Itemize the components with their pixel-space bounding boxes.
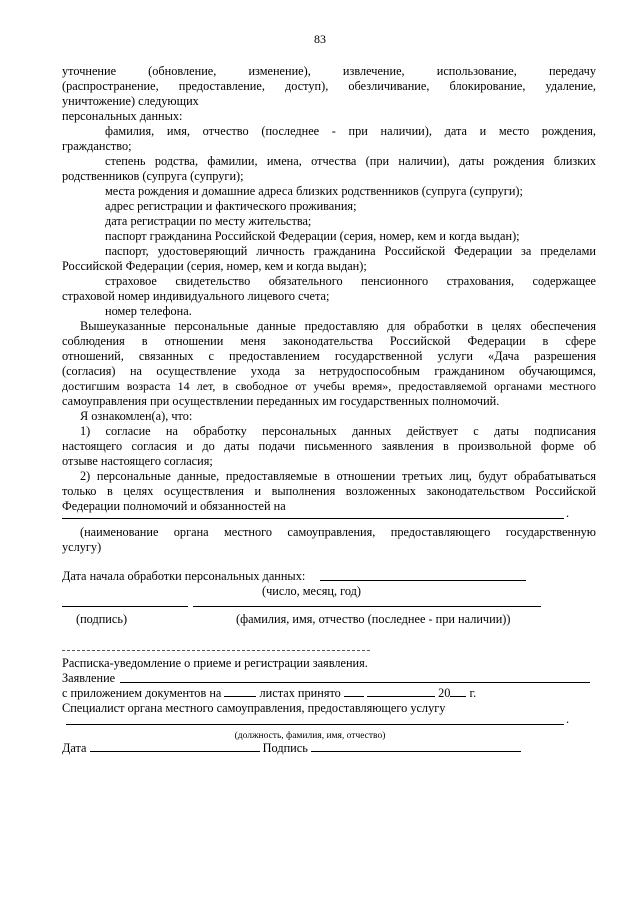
attachments-year: 20 <box>438 686 451 700</box>
text-line: уточнение (обновление, изменение), извлечение, использование, передачу <box>62 64 596 78</box>
text-line: персональных данных: <box>62 109 183 123</box>
text-line: уничтожение) следующих <box>62 94 199 108</box>
signature-bottom-field[interactable] <box>311 741 521 752</box>
fio-field[interactable] <box>193 606 541 607</box>
text-line: дата регистрации по месту жительства; <box>105 214 312 228</box>
specialist-field[interactable] <box>66 724 564 725</box>
text-line: степень родства, фамилии, имена, отчества (при наличии), даты рождения близких <box>105 154 596 168</box>
text-line: паспорт, удостоверяющий личность гражданина Российской Федерации за пределами <box>105 244 596 258</box>
text-line: Российской Федерации (серия, номер, кем и когда выдан); <box>62 259 367 273</box>
authority-caption: (наименование органа местного самоуправления, предоставляющего государственную <box>80 525 596 539</box>
text-line: страховой номер индивидуального лицевого счета; <box>62 289 330 303</box>
signature-field[interactable] <box>62 606 188 607</box>
specialist-label: Специалист органа местного самоуправления, предоставляющего услугу <box>62 701 446 715</box>
authority-name-line[interactable] <box>62 518 564 519</box>
application-label: Заявление <box>62 671 116 685</box>
date-field[interactable] <box>90 741 260 752</box>
text-line: Я ознакомлен(а), что: <box>80 409 193 423</box>
position-caption: (должность, фамилия, имя, отчество) <box>234 731 386 741</box>
text-line: номер телефона. <box>105 304 192 318</box>
text-line: отзыве настоящего согласия; <box>62 454 213 468</box>
attachments-prefix: с приложением документов на <box>62 686 222 700</box>
application-field[interactable] <box>120 682 590 683</box>
authority-caption-2: услугу) <box>62 540 102 554</box>
month-field[interactable] <box>367 686 435 697</box>
attachments-suffix: г. <box>469 686 477 700</box>
text-line: фамилия, имя, отчество (последнее - при наличии), дата и место рождения, <box>105 124 596 138</box>
text-line: достигшим возраста 14 лет, в свободное от учебы время», предоставляемой органами местного <box>62 379 596 393</box>
text-line: Вышеуказанные персональные данные предоставляю для обработки в целях обеспечения <box>80 319 596 333</box>
text-line: отношений, связанных с предоставлением государственной услуги «Дача разрешения <box>62 349 596 363</box>
signature-caption: (подпись) <box>76 612 128 626</box>
text-line: 1) согласие на обработку персональных данных действует с даты подписания <box>80 424 596 438</box>
page-number: 83 <box>314 32 326 46</box>
fio-caption: (фамилия, имя, отчество (последнее - при наличии)) <box>236 612 511 626</box>
text-line: только в целях осуществления и выполнения возложенных законодательством Российской <box>62 484 596 498</box>
text-line: места рождения и домашние адреса близких родственников (супруга (супруги); <box>105 184 523 198</box>
text-line: 2) персональные данные, предоставляемые в отношении третьих лиц, будут обрабатываться <box>80 469 596 483</box>
text-line: гражданство; <box>62 139 132 153</box>
text-line: настоящего согласия и до даты подачи письменного заявления в произвольной форме об <box>62 439 596 453</box>
signature-label: Подпись <box>262 741 308 755</box>
text-line: паспорт гражданина Российской Федерации (серия, номер, кем и когда выдан); <box>105 229 520 243</box>
pages-count-field[interactable] <box>224 686 256 697</box>
text-line: родственников (супруга (супруги); <box>62 169 244 183</box>
receipt-title: Расписка-уведомление о приеме и регистрации заявления. <box>62 656 368 670</box>
date-signature-line <box>62 741 596 755</box>
text-line: адрес регистрации и фактического проживания; <box>105 199 357 213</box>
text-line: страховое свидетельство обязательного пенсионного страхования, содержащее <box>105 274 596 288</box>
year-field[interactable] <box>450 686 466 697</box>
day-field[interactable] <box>344 686 364 697</box>
cut-line <box>62 650 370 651</box>
date-label: Дата <box>62 741 87 755</box>
line-end-dot-2: . <box>566 712 570 726</box>
start-date-label: Дата начала обработки персональных данных: <box>62 569 306 583</box>
text-line: (согласия) на осуществление ухода за нетрудоспособным гражданином обучающимся, <box>62 364 596 378</box>
attachments-mid: листах принято <box>259 686 341 700</box>
text-line: (распространение, предоставление, доступ), обезличивание, блокирование, удаление, <box>62 79 596 93</box>
line-end-dot: . <box>566 506 570 520</box>
attachments-line <box>62 686 596 700</box>
text-line: самоуправления при осуществлении переданных им государственных полномочий. <box>62 394 500 408</box>
text-line: Федерации полномочий и обязанностей на <box>62 499 286 513</box>
start-date-field[interactable] <box>320 580 526 581</box>
start-date-caption: (число, месяц, год) <box>262 584 362 598</box>
text-line: соблюдения в отношении меня законодательства Российской Федерации в сфере <box>62 334 596 348</box>
